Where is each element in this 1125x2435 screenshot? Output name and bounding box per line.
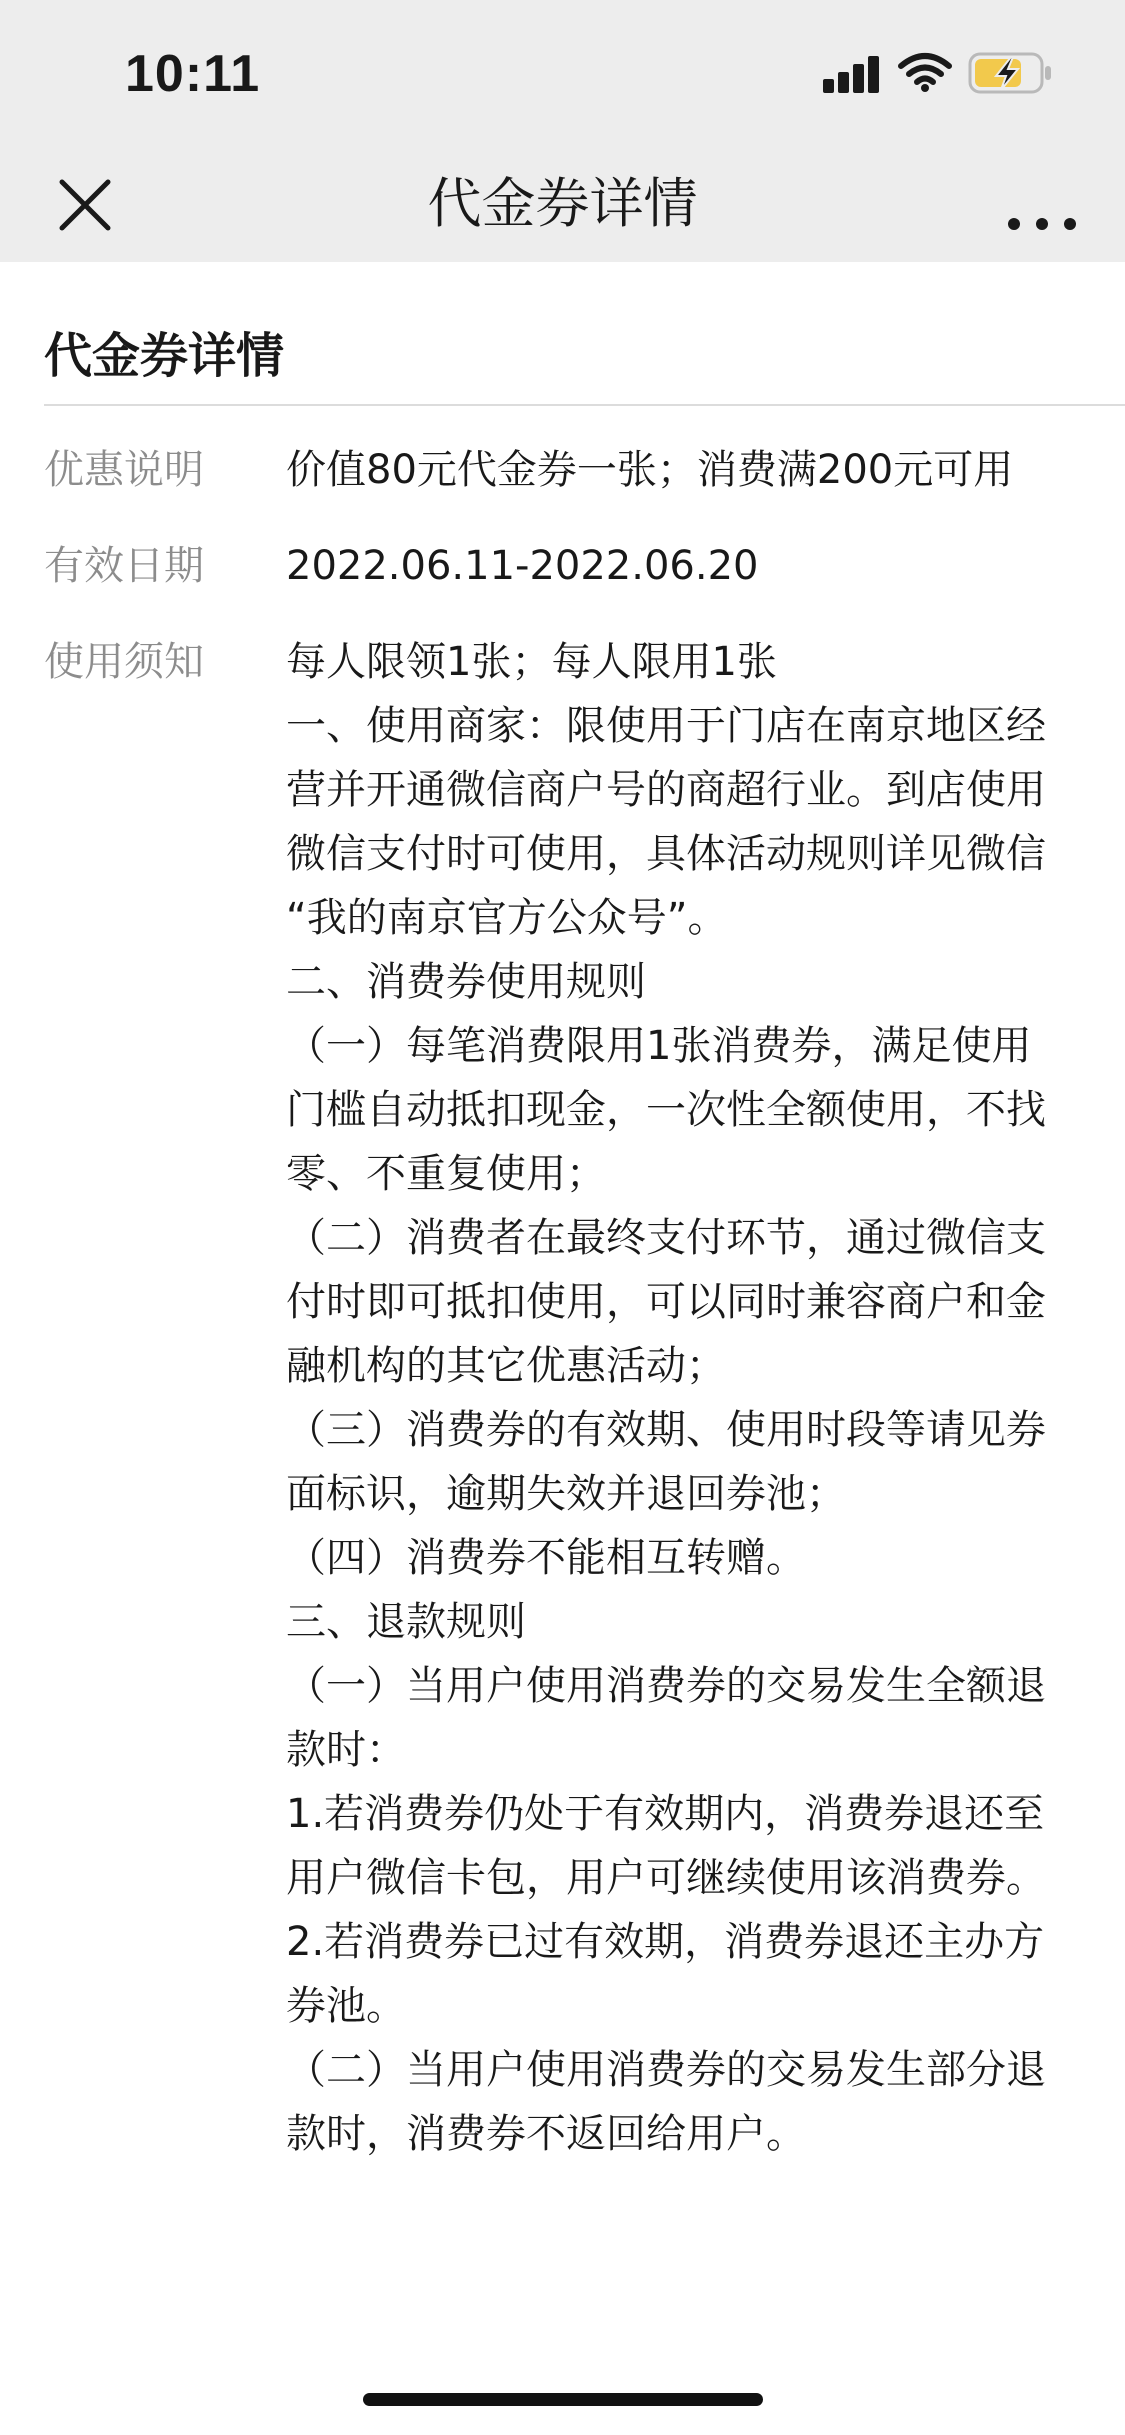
wifi-icon [898,52,952,92]
detail-line: 融机构的其它优惠活动； [286,1343,726,1389]
detail-value [286,438,1076,502]
detail-line: 每人限领1张；每人限用1张 [286,639,777,685]
detail-line: 微信支付时可使用，具体活动规则详见微信 [286,831,1046,877]
detail-line: 券池。 [286,1983,406,2029]
detail-line: 营并开通微信商户号的商超行业。到店使用 [286,767,1046,813]
detail-line: （一）每笔消费限用1张消费券，满足使用 [286,1023,1032,1069]
detail-line: （四）消费券不能相互转赠。 [286,1535,806,1581]
detail-line: 一、使用商家：限使用于门店在南京地区经 [286,703,1046,749]
signal-icon [823,55,879,93]
detail-line: 用户微信卡包，用户可继续使用该消费券。 [286,1855,1046,1901]
detail-label: 有效日期 [44,543,204,589]
nav-bar [0,150,1125,262]
detail-line: 价值80元代金券一张；消费满200元可用 [286,447,1014,493]
detail-line: （二）当用户使用消费券的交易发生部分退 [286,2047,1046,2093]
section-title: 代金券详情 [44,328,285,384]
detail-line: 三、退款规则 [286,1599,526,1645]
detail-line: （二）消费者在最终支付环节，通过微信支 [286,1215,1046,1261]
status-time: 10:11 [125,45,261,103]
top-header [0,0,1125,262]
detail-label: 使用须知 [44,639,204,685]
page-title: 代金券详情 [427,172,698,235]
status-bar [0,0,1125,150]
detail-line: 二、消费券使用规则 [286,959,646,1005]
battery-charging-icon [968,52,1054,94]
detail-line: 面标识，逾期失效并退回券池； [286,1471,846,1517]
more-icon[interactable] [1004,176,1080,236]
detail-label: 优惠说明 [44,447,204,493]
divider [44,404,1125,406]
detail-value [286,630,1076,2166]
detail-line: 款时，消费券不返回给用户。 [286,2111,806,2157]
detail-line: （一）当用户使用消费券的交易发生全额退 [286,1663,1046,1709]
detail-line: 门槛自动抵扣现金，一次性全额使用，不找 [286,1087,1046,1133]
detail-line: 1.若消费券仍处于有效期内，消费券退还至 [286,1791,1045,1837]
detail-line: 2.若消费券已过有效期，消费券退还主办方 [286,1919,1045,1965]
detail-line: 2022.06.11-2022.06.20 [286,543,759,589]
detail-line: 款时： [286,1727,406,1773]
detail-value [286,534,1076,598]
detail-line: “我的南京官方公众号”。 [286,895,728,941]
home-indicator[interactable] [363,2393,763,2406]
detail-line: 零、不重复使用； [286,1151,606,1197]
detail-line: 付时即可抵扣使用，可以同时兼容商户和金 [286,1279,1046,1325]
detail-line: （三）消费券的有效期、使用时段等请见券 [286,1407,1046,1453]
